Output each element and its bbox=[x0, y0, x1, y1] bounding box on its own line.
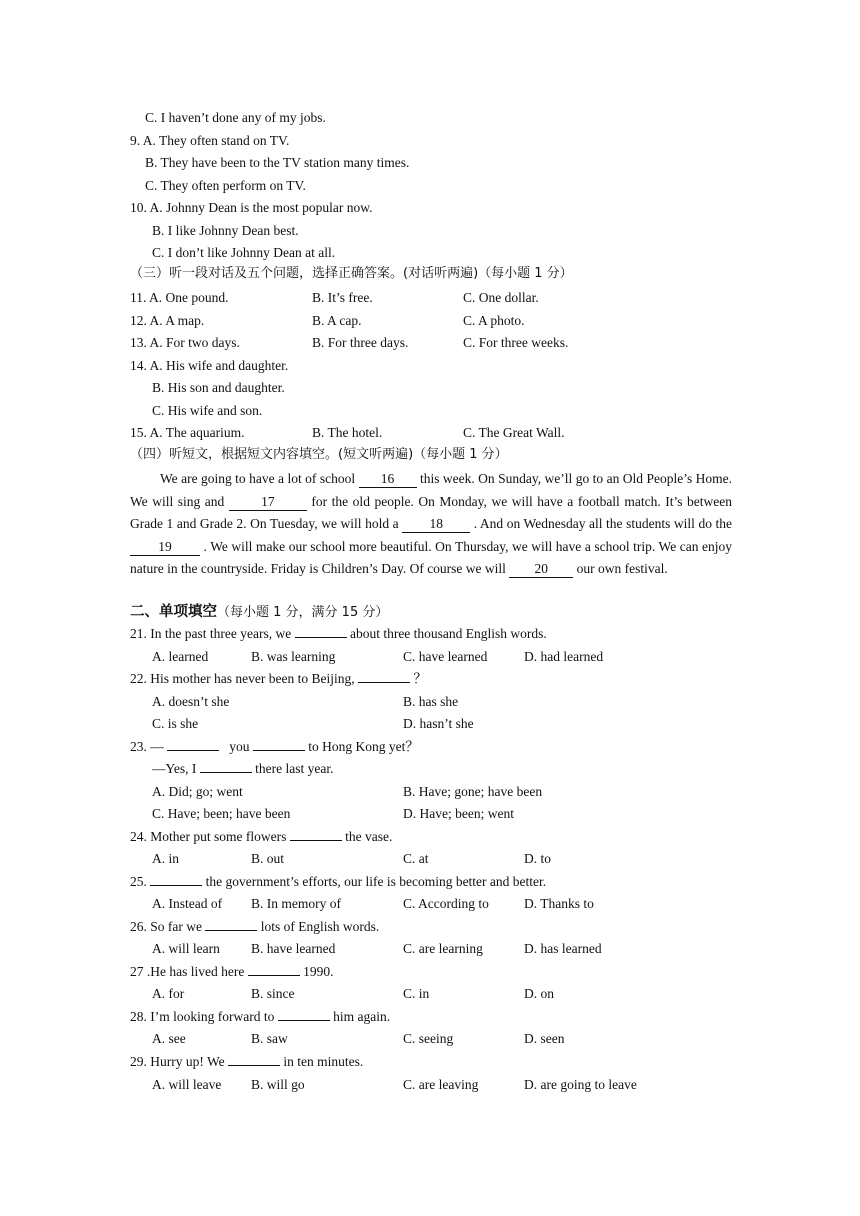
q27-option-d: D. on bbox=[524, 986, 554, 1001]
q8-option-c: C. I haven’t done any of my jobs. bbox=[145, 110, 326, 125]
part3-heading: （三）听一段对话及五个问题，选择正确答案。(对话听两遍)（每小题 1 分） bbox=[130, 266, 573, 281]
q25-option-a: A. Instead of bbox=[152, 896, 223, 911]
q11-option-a: 11. A. One pound. bbox=[130, 290, 229, 305]
q29-option-c: C. are leaving bbox=[403, 1077, 479, 1092]
blank-20[interactable]: 20 bbox=[509, 560, 573, 578]
q27-blank[interactable] bbox=[248, 963, 300, 976]
q21-option-b: B. was learning bbox=[251, 649, 336, 664]
q9-option-c: C. They often perform on TV. bbox=[145, 178, 306, 193]
q21-blank[interactable] bbox=[295, 625, 347, 638]
q10-option-b: B. I like Johnny Dean best. bbox=[152, 223, 299, 238]
q10-option-a: 10. A. Johnny Dean is the most popular now. bbox=[130, 200, 373, 215]
q23-blank-3[interactable] bbox=[200, 760, 252, 773]
q14-option-b: B. His son and daughter. bbox=[152, 380, 285, 395]
blank-19[interactable]: 19 bbox=[130, 538, 200, 556]
q28-option-b: B. saw bbox=[251, 1031, 288, 1046]
q24-option-c: C. at bbox=[403, 851, 429, 866]
q28-blank[interactable] bbox=[278, 1008, 330, 1021]
q29-blank[interactable] bbox=[228, 1053, 280, 1066]
part4-heading: （四）听短文，根据短文内容填空。(短文听两遍)（每小题 1 分） bbox=[130, 447, 508, 462]
q22-stem: 22. His mother has never been to Beijing, ？ bbox=[130, 671, 427, 686]
q26-option-d: D. has learned bbox=[524, 941, 602, 956]
passage-text: this week. On Sunday, we’ll go to an Old People’s Home. We will sing and bbox=[130, 471, 732, 509]
q29-option-b: B. will go bbox=[251, 1077, 305, 1092]
passage-text: for the old people. On Monday, we will have a football match. It’s between Grade 1 and Grade 2. On Tuesday, we will hold a bbox=[130, 493, 733, 532]
q27-option-b: B. since bbox=[251, 986, 295, 1001]
q10-option-c: C. I don’t like Johnny Dean at all. bbox=[152, 245, 336, 260]
q22-option-c: C. is she bbox=[152, 716, 199, 731]
passage-text: our own festival. bbox=[576, 561, 668, 577]
q29-option-d: D. are going to leave bbox=[524, 1077, 637, 1092]
q12-option-b: B. A cap. bbox=[312, 313, 362, 328]
q14-option-a: 14. A. His wife and daughter. bbox=[130, 358, 289, 373]
q25-blank[interactable] bbox=[150, 873, 202, 886]
q23-blank-1[interactable] bbox=[167, 738, 219, 751]
q15-option-c: C. The Great Wall. bbox=[463, 425, 565, 440]
q24-option-d: D. to bbox=[524, 851, 551, 866]
q22-option-d: D. hasn’t she bbox=[403, 716, 474, 731]
q12-option-a: 12. A. A map. bbox=[130, 313, 205, 328]
q15-option-a: 15. A. The aquarium. bbox=[130, 425, 245, 440]
q26-blank[interactable] bbox=[205, 918, 257, 931]
q24-option-b: B. out bbox=[251, 851, 285, 866]
q11-option-c: C. One dollar. bbox=[463, 290, 539, 305]
passage-text: We are going to have a lot of school bbox=[160, 471, 356, 486]
q23-option-d: D. Have; been; went bbox=[403, 806, 514, 821]
q25-option-c: C. According to bbox=[403, 896, 489, 911]
q26-option-a: A. will learn bbox=[152, 941, 220, 956]
q12-option-c: C. A photo. bbox=[463, 313, 525, 328]
blank-16[interactable]: 16 bbox=[359, 470, 417, 488]
q13-option-c: C. For three weeks. bbox=[463, 335, 569, 350]
q29-stem: 29. Hurry up! We in ten minutes. bbox=[130, 1054, 364, 1069]
q23-option-b: B. Have; gone; have been bbox=[403, 784, 543, 799]
q21-option-c: C. have learned bbox=[403, 649, 488, 664]
q27-option-a: A. for bbox=[152, 986, 185, 1001]
q11-option-b: B. It’s free. bbox=[312, 290, 373, 305]
q24-blank[interactable] bbox=[290, 828, 342, 841]
q22-option-b: B. has she bbox=[403, 694, 459, 709]
q26-stem: 26. So far we lots of English words. bbox=[130, 919, 380, 934]
q22-blank[interactable] bbox=[358, 670, 410, 683]
q29-option-a: A. will leave bbox=[152, 1077, 222, 1092]
q13-option-a: 13. A. For two days. bbox=[130, 335, 240, 350]
q22-option-a: A. doesn’t she bbox=[152, 694, 230, 709]
q15-option-b: B. The hotel. bbox=[312, 425, 383, 440]
q23-stem: 23. — you to Hong Kong yet？ bbox=[130, 739, 419, 754]
passage-text: . And on Wednesday all the students will do the bbox=[473, 516, 733, 532]
q27-option-c: C. in bbox=[403, 986, 430, 1001]
q23-option-c: C. Have; been; have been bbox=[152, 806, 291, 821]
q26-option-c: C. are learning bbox=[403, 941, 483, 956]
q21-stem: 21. In the past three years, we about three thousand English words. bbox=[130, 626, 547, 641]
q25-stem: 25. the government’s efforts, our life is becoming better and better. bbox=[130, 874, 547, 889]
q9-option-b: B. They have been to the TV station many times. bbox=[145, 155, 410, 170]
q27-stem: 27 .He has lived here 1990. bbox=[130, 964, 334, 979]
q28-option-c: C. seeing bbox=[403, 1031, 454, 1046]
q28-option-a: A. see bbox=[152, 1031, 186, 1046]
q21-option-d: D. had learned bbox=[524, 649, 604, 664]
q14-option-c: C. His wife and son. bbox=[152, 403, 263, 418]
q25-option-d: D. Thanks to bbox=[524, 896, 594, 911]
part4-passage bbox=[130, 468, 732, 581]
q25-option-b: B. In memory of bbox=[251, 896, 341, 911]
q24-stem: 24. Mother put some flowers the vase. bbox=[130, 829, 393, 844]
q24-option-a: A. in bbox=[152, 851, 179, 866]
blank-18[interactable]: 18 bbox=[402, 515, 470, 533]
q26-option-b: B. have learned bbox=[251, 941, 336, 956]
passage-text: . We will make our school more beautiful. On Thursday, we will have a school trip. We can enjoy nature in the countryside. Friday is Children’s Day. Of course we will bbox=[130, 538, 733, 577]
blank-17[interactable]: 17 bbox=[229, 493, 307, 511]
q23-option-a: A. Did; go; went bbox=[152, 784, 243, 799]
section2-title: 二、单项填空（每小题 1 分，满分 15 分） bbox=[130, 604, 389, 620]
q28-stem: 28. I’m looking forward to him again. bbox=[130, 1009, 391, 1024]
q28-option-d: D. seen bbox=[524, 1031, 565, 1046]
q13-option-b: B. For three days. bbox=[312, 335, 409, 350]
q23-reply: —Yes, I there last year. bbox=[152, 761, 334, 776]
q23-blank-2[interactable] bbox=[253, 738, 305, 751]
q9-option-a: 9. A. They often stand on TV. bbox=[130, 133, 290, 148]
q21-option-a: A. learned bbox=[152, 649, 209, 664]
